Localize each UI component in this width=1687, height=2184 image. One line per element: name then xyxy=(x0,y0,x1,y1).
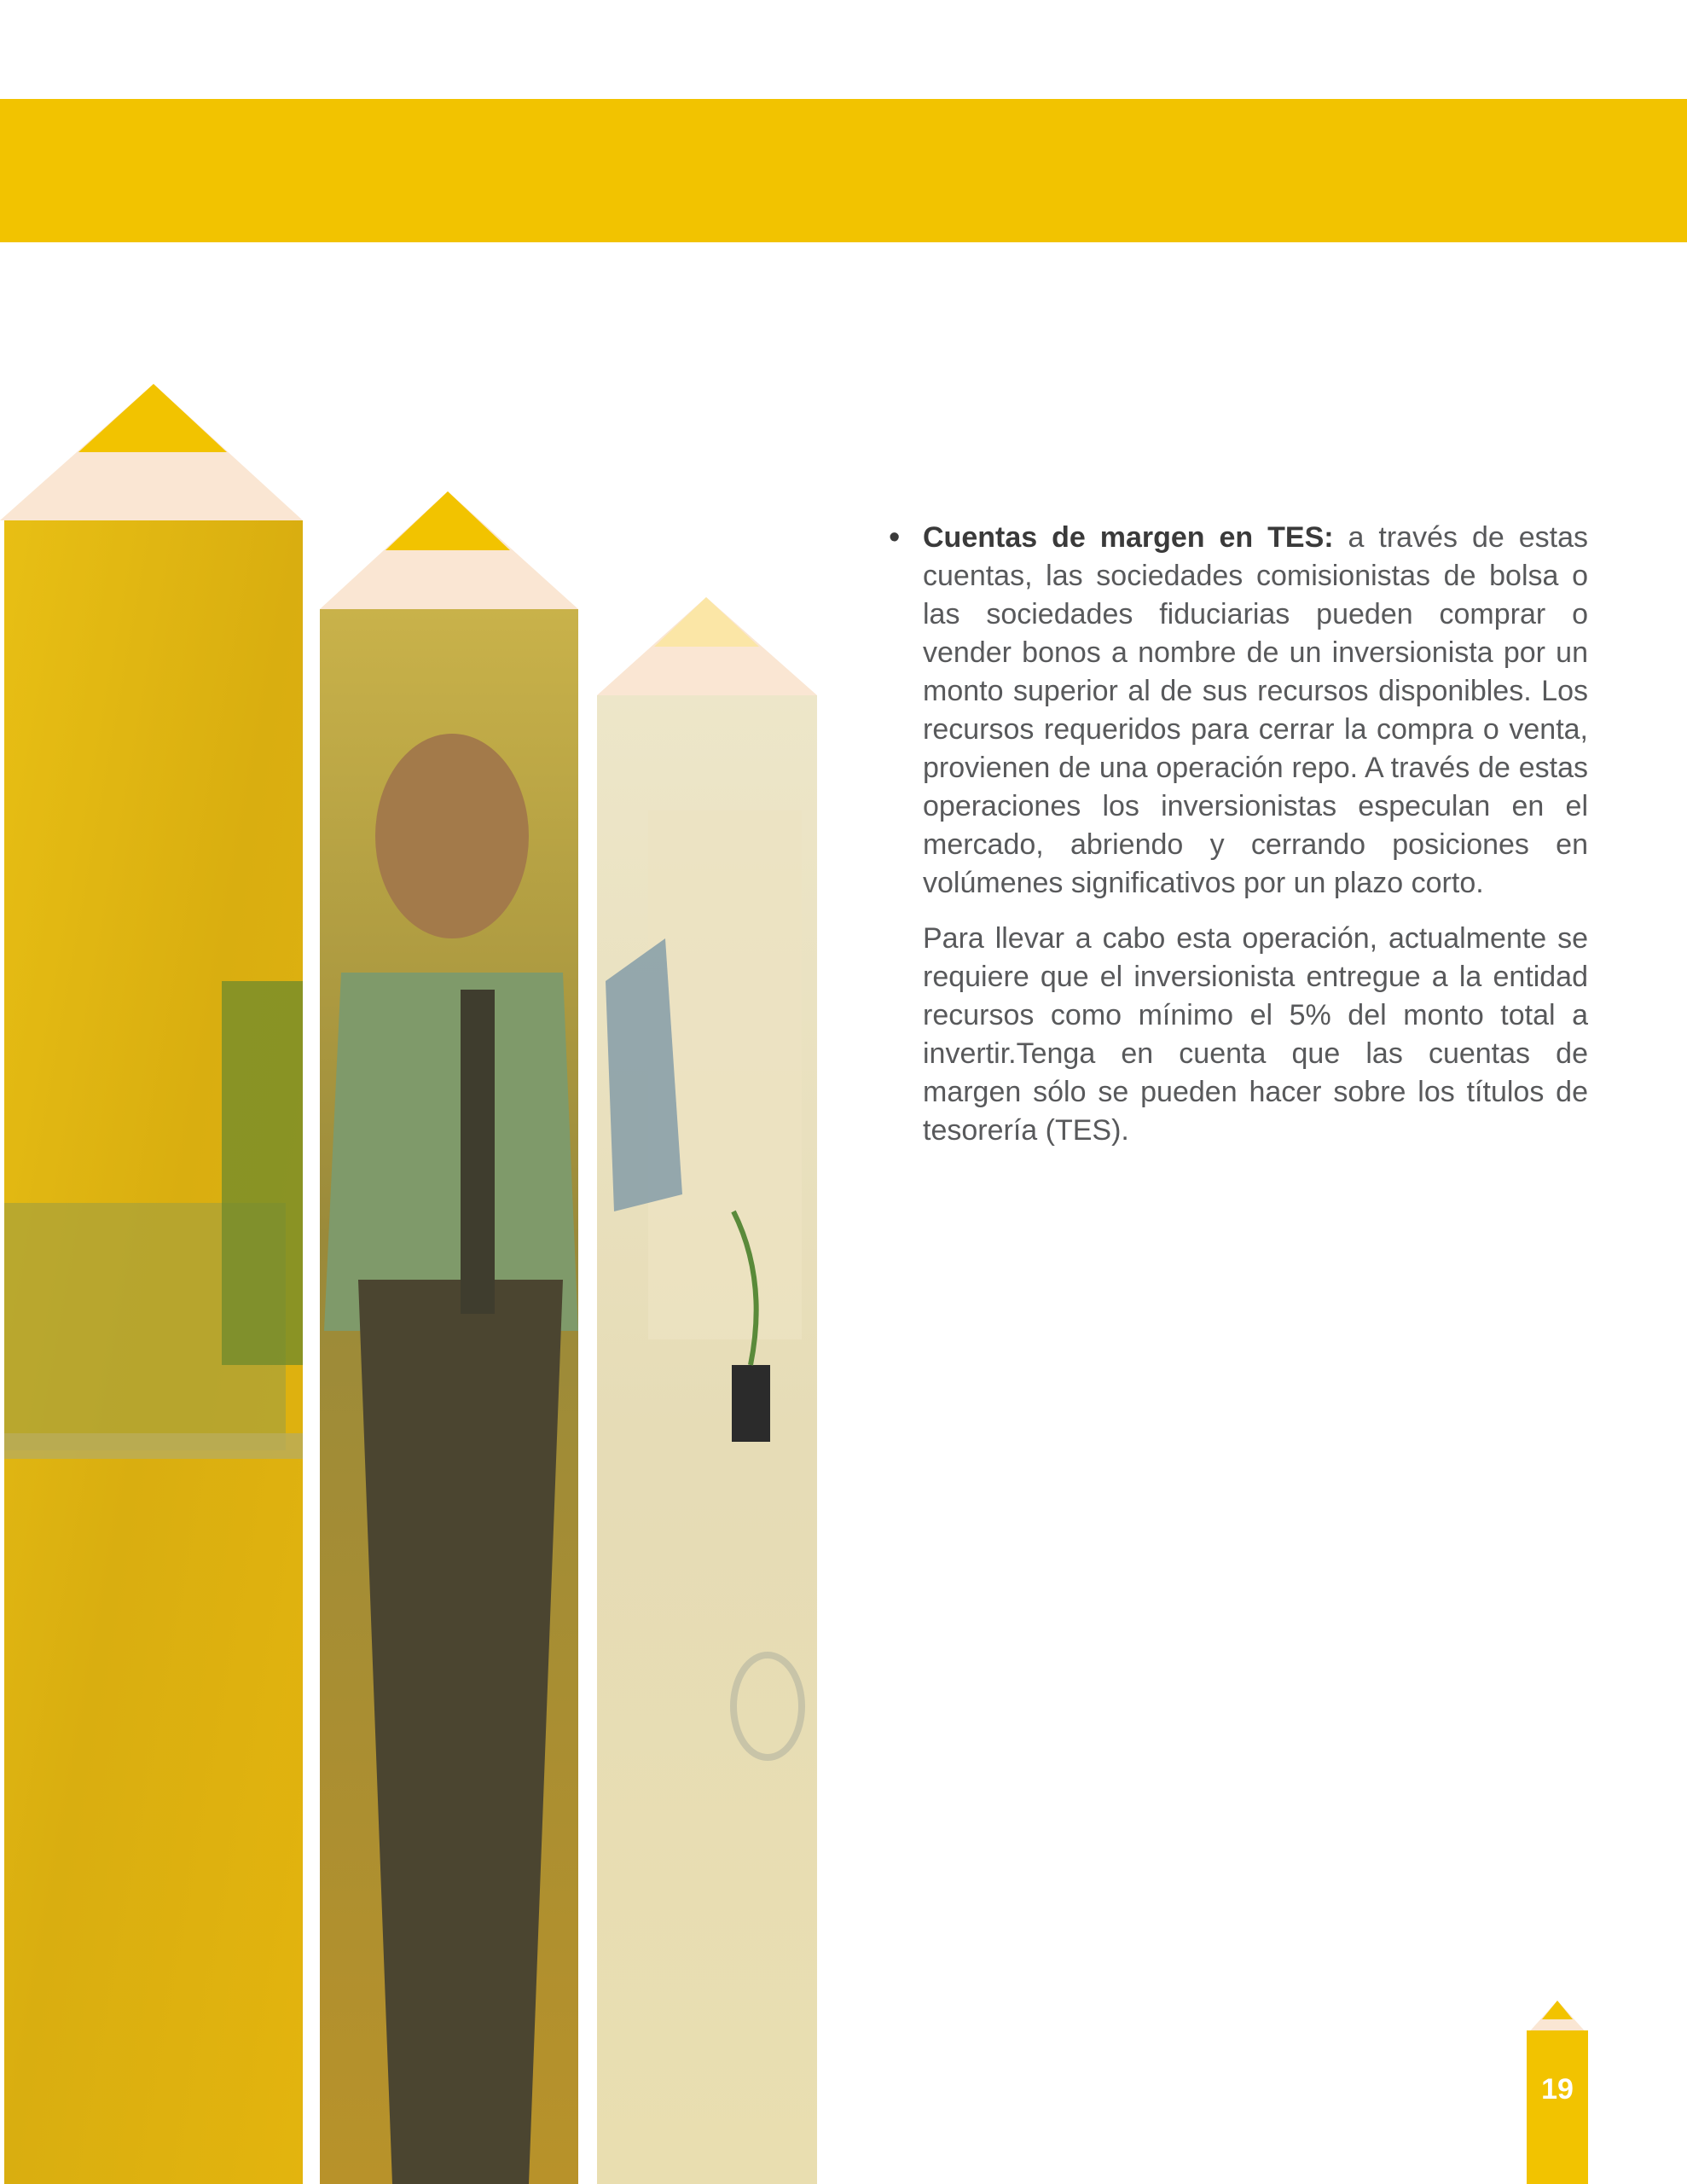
body-text xyxy=(889,519,1588,1150)
page-tab-tip xyxy=(1527,2001,1588,2035)
pencil-left xyxy=(0,384,303,2184)
pencil-right xyxy=(597,597,817,2184)
bullet-margin-accounts xyxy=(889,519,1588,903)
page-number: 19 xyxy=(1541,2073,1574,2106)
bullet-dot-icon: • xyxy=(889,520,901,555)
term-heading: Cuentas de margen en TES: xyxy=(923,521,1334,554)
pencil-middle xyxy=(320,491,578,2184)
bullet-text: a través de estas cuentas, las sociedades comisionistas de bolsa o las sociedades fiduciarias pueden comprar o vender bonos a nombre de un inversionista por un monto superior al de sus recursos disponibles. Los recursos requeridos para cerrar la compra o venta, provienen de una operación repo. A través de estas operaciones los inversionistas especulan en el mercado, abriendo y cerrando posiciones en volúmenes significativos por un plazo corto. xyxy=(923,521,1588,899)
page-number-tab xyxy=(1527,2030,1588,2184)
paragraph-requirement: Para llevar a cabo esta operación, actualmente se requiere que el inversionista entregue a la entidad recursos como mínimo el 5% del monto total a invertir.Tenga en cuenta que las cuentas de margen sólo se pueden hacer sobre los títulos de tesorería (TES). xyxy=(923,922,1588,1147)
